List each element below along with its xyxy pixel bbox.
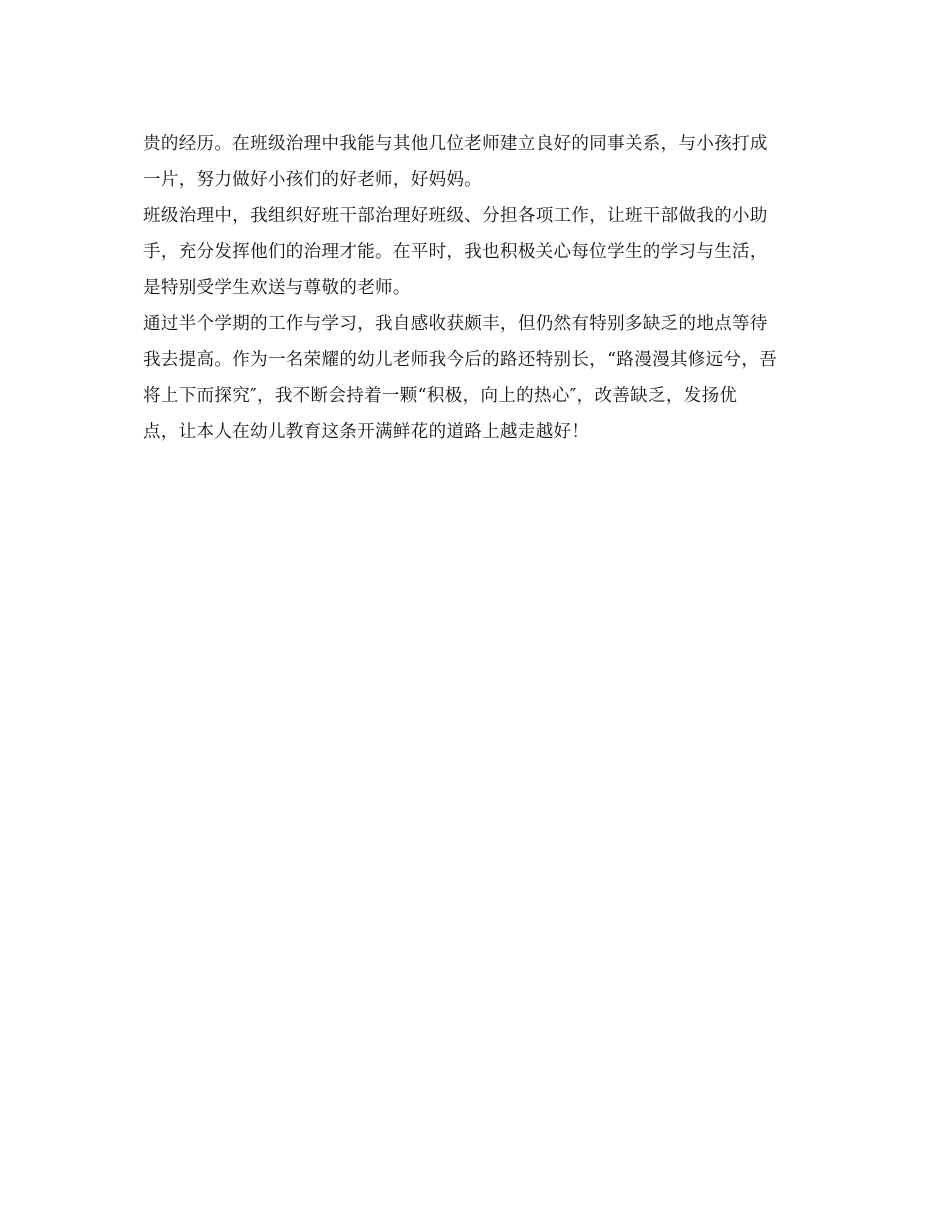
text-line: 通过半个学期的工作与学习，我自感收获颇丰，但仍然有特别多缺乏的地点等待 <box>143 314 768 334</box>
text-line: 是特别受学生欢送与尊敬的老师。 <box>143 278 411 298</box>
text-line: 手，充分发挥他们的治理才能。在平时，我也积极关心每位学生的学习与生活， <box>143 242 768 262</box>
paragraph <box>143 198 823 306</box>
text-line: 一片，努力做好小孩们的好老师，好妈妈。 <box>143 170 483 190</box>
text-line: 点，让本人在幼儿教育这条开满鲜花的道路上越走越好！ <box>143 422 590 442</box>
document-body <box>143 126 823 450</box>
text-line: 我去提高。作为一名荣耀的幼儿老师我今后的路还特别长，“路漫漫其修远兮，吾 <box>143 350 778 370</box>
paragraph <box>143 306 823 450</box>
text-line: 班级治理中，我组织好班干部治理好班级、分担各项工作，让班干部做我的小助 <box>143 206 768 226</box>
paragraph <box>143 126 823 198</box>
text-line: 贵的经历。在班级治理中我能与其他几位老师建立良好的同事关系，与小孩打成 <box>143 134 768 154</box>
text-line: 将上下而探究″，我不断会持着一颗“积极，向上的热心″，改善缺乏，发扬优 <box>143 386 738 406</box>
